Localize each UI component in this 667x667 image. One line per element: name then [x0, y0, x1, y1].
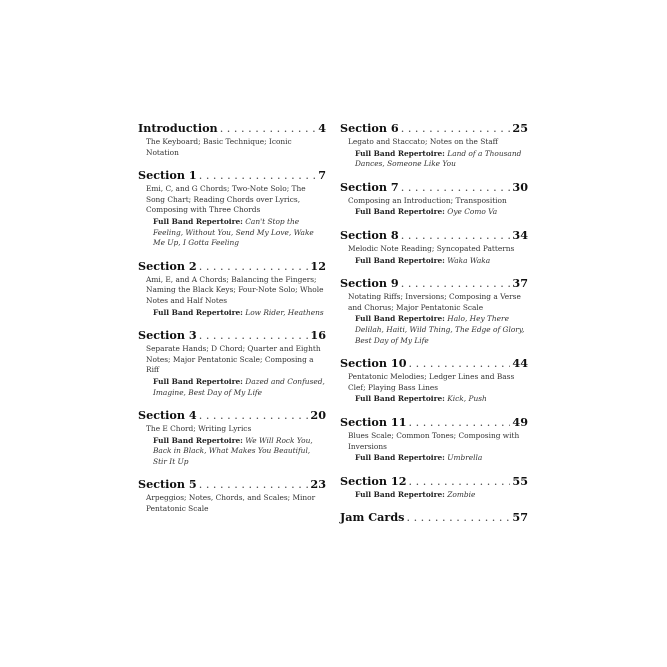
page-number: 4: [318, 121, 326, 135]
dot-leader: [199, 329, 309, 343]
repertoire-line: [153, 308, 326, 319]
toc-entry-heading: [138, 328, 326, 343]
toc-entry-section-8: [340, 228, 528, 266]
repertoire-songs: Waka Waka: [447, 255, 491, 265]
repertoire-songs: Umbrella: [447, 453, 483, 463]
repertoire-label: Full Band Repertoire:: [355, 207, 445, 217]
page-number: 44: [512, 356, 528, 371]
repertoire-line: [355, 207, 528, 218]
page-number: 7: [318, 168, 326, 183]
toc-entry-heading: [340, 510, 528, 525]
section-title: Jam Cards: [340, 510, 405, 525]
dot-leader: [199, 169, 317, 183]
repertoire-line: [153, 377, 326, 398]
dot-leader: [220, 122, 317, 136]
toc-entry-heading: [138, 168, 326, 183]
toc-entry-heading: [340, 180, 528, 195]
repertoire-line: [355, 490, 528, 501]
toc-entry-heading: [138, 408, 326, 423]
repertoire-label: Full Band Repertoire:: [153, 376, 243, 386]
repertoire-songs: Can't Stop the Feeling, Without You, Send My Love, Wake Me Up, I Gotta Feeling: [153, 216, 314, 248]
page-number: 20: [310, 408, 326, 423]
section-title: Section 7: [340, 179, 399, 194]
section-title: Section 8: [340, 227, 399, 242]
toc-entry-section-1: [138, 168, 326, 249]
section-title: Introduction: [138, 121, 218, 135]
dot-leader: [401, 229, 511, 243]
section-title: Section 12: [340, 473, 407, 488]
repertoire-label: Full Band Repertoire:: [153, 435, 243, 445]
dot-leader: [401, 181, 511, 195]
toc-entry-section-5: [138, 477, 326, 514]
page-number: 55: [512, 473, 528, 488]
repertoire-label: Full Band Repertoire:: [355, 148, 445, 158]
toc-entry-section-9: [340, 276, 528, 346]
dot-leader: [409, 416, 511, 430]
section-description: Composing an Introduction; Transposition: [348, 195, 507, 205]
dot-leader: [199, 260, 309, 274]
page-number: 25: [512, 121, 528, 135]
toc-entry-section-3: [138, 328, 326, 398]
repertoire-label: Full Band Repertoire:: [355, 489, 445, 499]
repertoire-label: Full Band Repertoire:: [153, 307, 243, 317]
repertoire-label: Full Band Repertoire:: [153, 216, 243, 226]
dot-leader: [409, 357, 511, 371]
section-title: Section 11: [340, 414, 407, 429]
toc-entry-section-2: [138, 259, 326, 318]
section-description: Ami, E, and A Chords; Balancing the Fingers; Naming the Black Keys; Four-Note Solo; Whole Notes and Half Notes: [146, 274, 324, 305]
repertoire-songs: Halo, Hey There Delilah, Haiti, Wild Thing, The Edge of Glory, Best Day of My Life: [355, 314, 525, 345]
dot-leader: [401, 122, 511, 136]
repertoire-label: Full Band Repertoire:: [355, 314, 445, 324]
page-number: 12: [310, 258, 326, 273]
section-title: Section 9: [340, 276, 399, 291]
toc-entry-heading: [138, 259, 326, 274]
repertoire-songs: Dazed and Confused, Imagine, Best Day of My Life: [153, 376, 325, 397]
section-description: Emi, C, and G Chords; Two-Note Solo; The Song Chart; Reading Chords over Lyrics, Composing with Three Chords: [146, 184, 306, 215]
section-description: Separate Hands; D Chord; Quarter and Eighth Notes; Major Pentatonic Scale; Composing a Riff: [146, 344, 321, 375]
section-description: Pentatonic Melodies; Ledger Lines and Bass Clef; Playing Bass Lines: [348, 372, 515, 392]
repertoire-songs: Kick, Push: [447, 394, 487, 404]
repertoire-line: [153, 436, 326, 468]
repertoire-songs: Land of a Thousand Dances, Someone Like You: [355, 148, 522, 169]
repertoire-line: [153, 217, 326, 249]
section-title: Section 6: [340, 121, 399, 135]
section-title: Section 1: [138, 168, 197, 183]
page-number: 30: [512, 179, 528, 194]
toc-entry-heading: [340, 228, 528, 243]
section-title: Section 4: [138, 408, 197, 423]
toc-entry-section-10: [340, 356, 528, 405]
section-description: Blues Scale; Common Tones; Composing with Inversions: [348, 430, 520, 451]
repertoire-line: [355, 314, 528, 346]
toc-entry-heading: [138, 121, 326, 136]
toc-entry-heading: [340, 474, 528, 489]
dot-leader: [406, 511, 510, 525]
section-description: The Keyboard; Basic Technique; Iconic Notation: [146, 137, 292, 157]
repertoire-songs: Oye Como Va: [447, 207, 498, 217]
dot-leader: [199, 409, 309, 423]
repertoire-line: [355, 453, 528, 464]
toc-entry-jam-cards: [340, 510, 528, 525]
toc-column-right: [340, 121, 528, 535]
section-title: Section 5: [138, 477, 197, 492]
section-title: Section 2: [138, 258, 197, 273]
repertoire-label: Full Band Repertoire:: [355, 394, 445, 404]
toc-entry-section-6: [340, 121, 528, 170]
section-title: Section 3: [138, 328, 197, 343]
toc-entry-heading: [340, 415, 528, 430]
page-number: 34: [512, 227, 528, 242]
section-description: Melodic Note Reading; Syncopated Patterns: [348, 243, 515, 253]
section-description: The E Chord; Writing Lyrics: [146, 424, 252, 434]
repertoire-label: Full Band Repertoire:: [355, 453, 445, 463]
dot-leader: [401, 277, 511, 291]
repertoire-line: [355, 394, 528, 405]
toc-entry-heading: [340, 121, 528, 136]
page-number: 16: [310, 328, 326, 343]
toc-entry-heading: [138, 477, 326, 492]
toc-entry-section-4: [138, 408, 326, 467]
toc-entry-section-7: [340, 180, 528, 218]
section-title: Section 10: [340, 356, 407, 371]
toc-entry-section-12: [340, 474, 528, 501]
toc-column-left: [138, 121, 326, 525]
dot-leader: [199, 478, 309, 492]
dot-leader: [409, 475, 511, 489]
repertoire-line: [355, 256, 528, 267]
page-number: 57: [512, 510, 528, 525]
repertoire-line: [355, 149, 528, 170]
repertoire-songs: Low Rider, Heathens: [245, 307, 324, 317]
section-description: Legato and Staccato; Notes on the Staff: [348, 137, 498, 146]
page-number: 49: [512, 414, 528, 429]
section-description: Notating Riffs; Inversions; Composing a Verse and Chorus; Major Pentatonic Scale: [348, 292, 521, 312]
page-number: 37: [512, 276, 528, 291]
repertoire-songs: Zombie: [447, 489, 476, 499]
repertoire-label: Full Band Repertoire:: [355, 255, 445, 265]
toc-entry-heading: [340, 356, 528, 371]
page-number: 23: [310, 477, 326, 492]
toc-entry-introduction: [138, 121, 326, 158]
toc-entry-section-11: [340, 415, 528, 464]
repertoire-songs: We Will Rock You, Back in Black, What Makes You Beautiful, Stir It Up: [153, 435, 313, 466]
toc-entry-heading: [340, 276, 528, 291]
section-description: Arpeggios; Notes, Chords, and Scales; Minor Pentatonic Scale: [146, 493, 316, 514]
